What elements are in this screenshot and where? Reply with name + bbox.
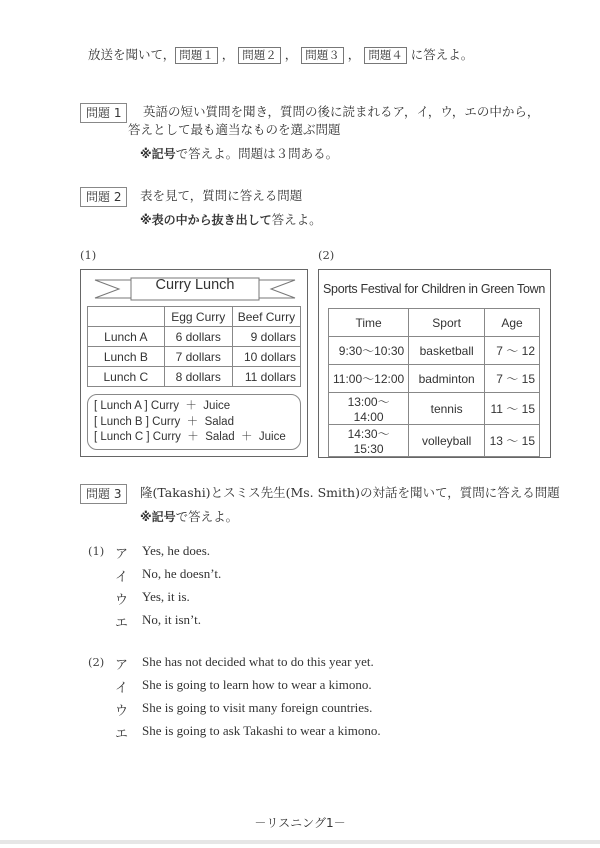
question-1-text-line2: 答えとして最も適当なものを選ぶ問題 [128, 122, 341, 137]
table-cell: Lunch B [88, 347, 165, 367]
question-1-text-line1: 英語の短い質問を聞き，質問の後に読まれるア，イ，ウ，エの中から， [143, 104, 540, 119]
option-letter: イ [115, 570, 129, 585]
question-2-note [140, 210, 322, 230]
table-header-row [88, 307, 301, 327]
option-letter: イ [115, 681, 129, 696]
option-text: Yes, it is. [142, 589, 190, 604]
table-cell: 13:00～14:00 [329, 393, 409, 425]
note-text: で答えよ。 [175, 509, 239, 524]
question-3-note [140, 507, 238, 527]
question-1-label: 問題 1 [80, 103, 127, 123]
separator: ， [221, 47, 235, 62]
question-ref-2: 問題２ [238, 47, 281, 64]
separator: ， [347, 47, 361, 62]
table-row [329, 365, 540, 393]
table-cell: 14:30～15:30 [329, 425, 409, 457]
note-text: 答えよ。 [271, 212, 322, 227]
subquestion-1-label: (1) [80, 248, 97, 262]
option-text: She has not decided what to do this year yet. [142, 654, 374, 669]
table-header-row [329, 309, 540, 337]
table-row [88, 367, 301, 387]
table-cell: 9:30～10:30 [329, 337, 409, 365]
table-cell: volleyball [409, 425, 485, 457]
table-header-cell: Egg Curry [164, 307, 232, 327]
lunch-content-line: [ Lunch A ] Curry ＋ Juice [94, 400, 231, 412]
q3-sub1-label: (1) [88, 544, 105, 558]
option-letter: ウ [115, 593, 129, 608]
option-text: She is going to visit many foreign countries. [142, 700, 373, 715]
q3-sub2-label: (2) [88, 655, 105, 669]
table-header-cell: Time [329, 309, 409, 337]
option-letter: エ [115, 727, 129, 742]
question-3-label: 問題 3 [80, 484, 127, 504]
note-emphasis: ※記号 [140, 510, 176, 524]
note-text: で答えよ。問題は３問ある。 [175, 146, 339, 161]
table-cell: Lunch A [88, 327, 165, 347]
table-cell: basketball [409, 337, 485, 365]
table-cell: badminton [409, 365, 485, 393]
question-2-label: 問題 2 [80, 187, 127, 207]
table-row [88, 327, 301, 347]
table-cell: 7 dollars [164, 347, 232, 367]
table-header-cell [88, 307, 165, 327]
option-text: Yes, he does. [142, 543, 211, 558]
table-row [329, 337, 540, 365]
table-header-cell: Beef Curry [232, 307, 300, 327]
table-cell: 7 ～ 12 [485, 337, 540, 365]
option-text: She is going to ask Takashi to wear a kimono. [142, 723, 381, 738]
table-cell: 11 dollars [232, 367, 300, 387]
table-cell: 7 ～ 15 [485, 365, 540, 393]
curry-price-table [87, 306, 301, 387]
table-header-cell: Age [485, 309, 540, 337]
subquestion-2-label: (2) [318, 248, 335, 262]
page-footer: －リスニング1－ [254, 816, 346, 830]
option-letter: ア [115, 547, 129, 562]
note-emphasis: ※表の中から抜き出して [140, 213, 272, 227]
instructions-prefix: 放送を聞いて， [88, 47, 176, 62]
table-cell: Lunch C [88, 367, 165, 387]
question-ref-1: 問題１ [175, 47, 218, 64]
table-cell: 9 dollars [232, 327, 300, 347]
table-row [329, 425, 540, 457]
option-letter: エ [115, 616, 129, 631]
sports-festival-schedule [318, 269, 551, 458]
table-cell: 6 dollars [164, 327, 232, 347]
option-text: No, it isn’t. [142, 612, 201, 627]
instructions-line [88, 46, 473, 64]
question-3-text: 隆(Takashi)とスミス先生(Ms. Smith)の対話を聞いて，質問に答える問題 [140, 485, 560, 500]
page-edge [0, 840, 600, 844]
table-row [88, 347, 301, 367]
table-cell: 11:00～12:00 [329, 365, 409, 393]
question-ref-4: 問題４ [364, 47, 407, 64]
menu-title: Curry Lunch [155, 277, 235, 293]
option-letter: ア [115, 658, 129, 673]
option-letter: ウ [115, 704, 129, 719]
instructions-suffix: に答えよ。 [410, 47, 474, 62]
curry-lunch-menu [80, 269, 308, 457]
table-cell: 10 dollars [232, 347, 300, 367]
question-2-text: 表を見て，質問に答える問題 [140, 188, 303, 203]
option-text: No, he doesn’t. [142, 566, 222, 581]
table-cell: tennis [409, 393, 485, 425]
table-row [329, 393, 540, 425]
table-header-cell: Sport [409, 309, 485, 337]
table-cell: 11 ～ 15 [485, 393, 540, 425]
sports-schedule-table [328, 308, 540, 457]
schedule-title: Sports Festival for Children in Green Town [323, 282, 545, 296]
question-ref-3: 問題３ [301, 47, 344, 64]
table-cell: 13 ～ 15 [485, 425, 540, 457]
table-cell: 8 dollars [164, 367, 232, 387]
lunch-content-line: [ Lunch C ] Curry ＋ Salad ＋ Juice [94, 431, 286, 443]
lunch-content-line: [ Lunch B ] Curry ＋ Salad [94, 415, 234, 428]
lunch-contents-note [87, 394, 301, 450]
option-text: She is going to learn how to wear a kimono. [142, 677, 372, 692]
note-emphasis: ※記号 [140, 147, 176, 161]
separator: ， [284, 47, 298, 62]
question-1-note [140, 144, 338, 164]
